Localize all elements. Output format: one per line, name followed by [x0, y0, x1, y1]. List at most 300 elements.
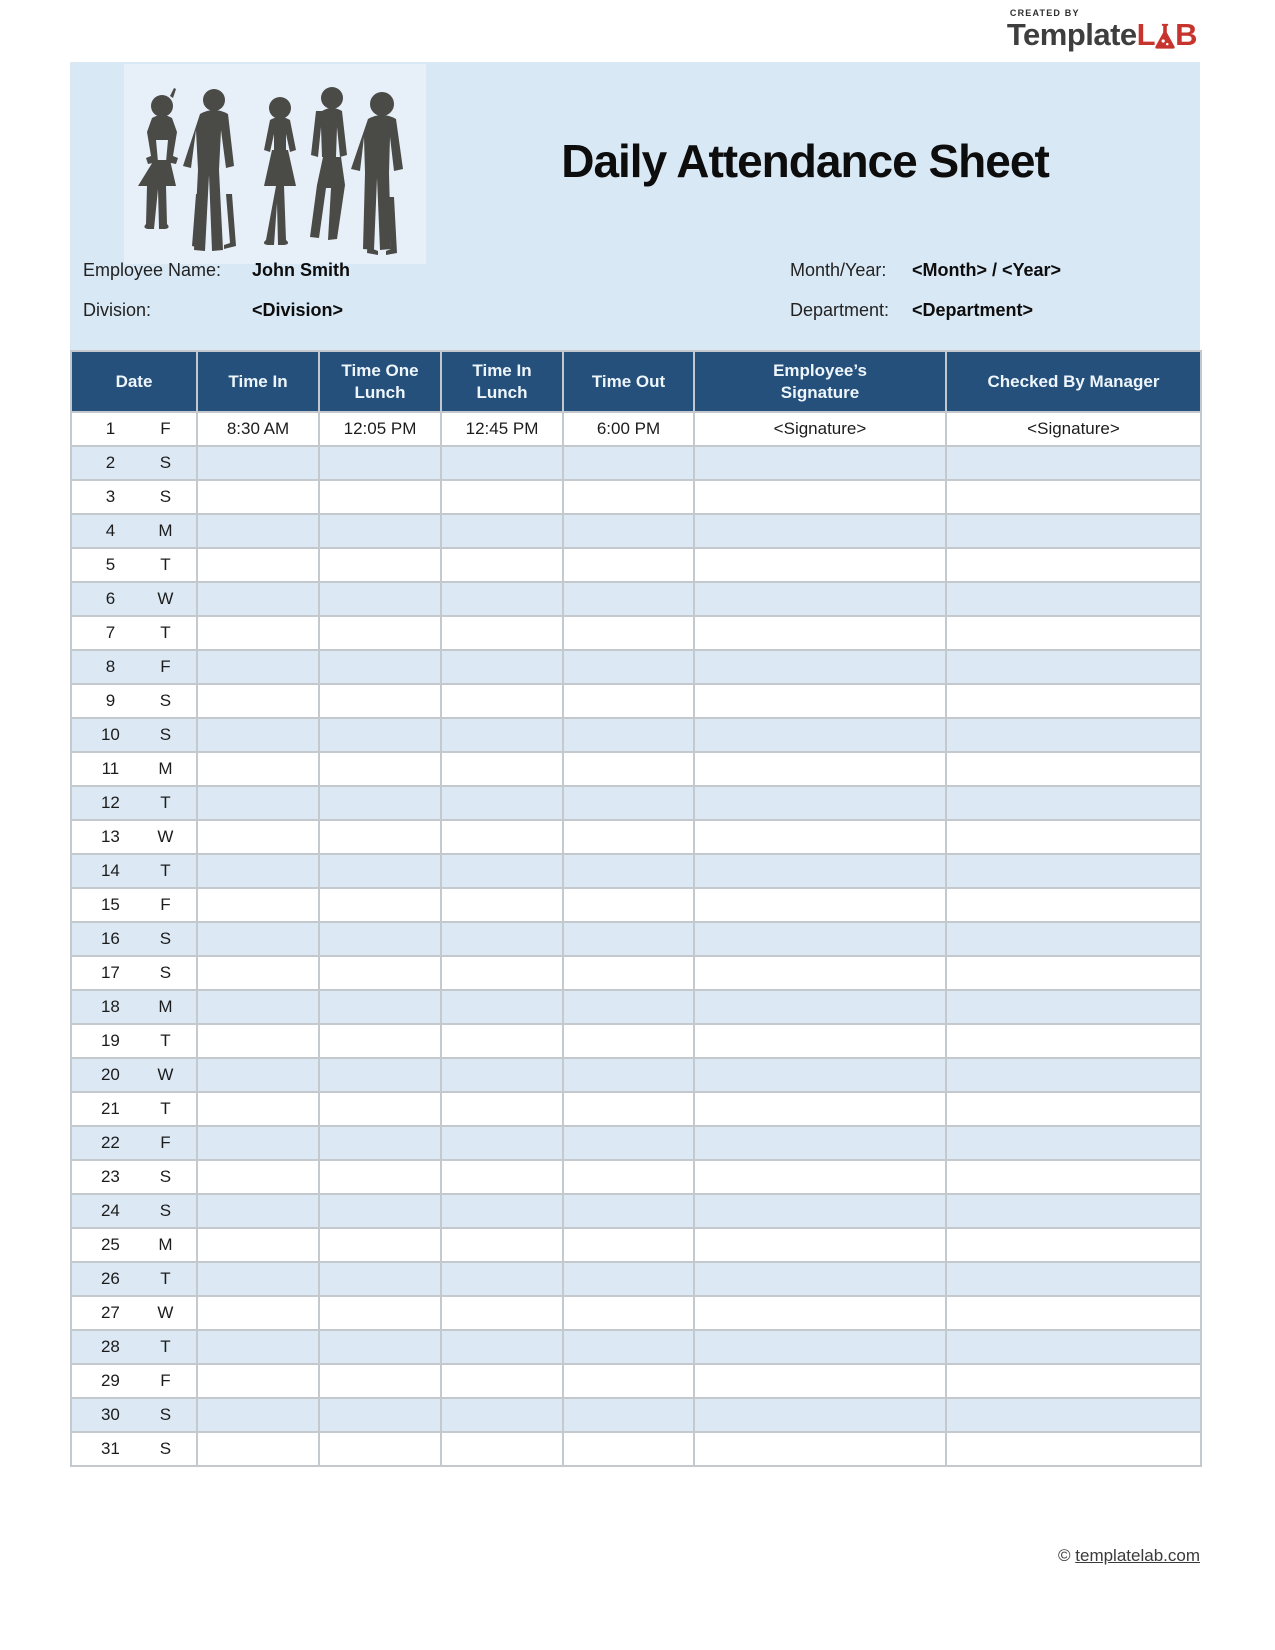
cell-manager-signature	[946, 956, 1201, 990]
cell-time-in-lunch	[441, 684, 563, 718]
cell-time-in	[197, 1398, 319, 1432]
cell-manager-signature: <Signature>	[946, 412, 1201, 446]
date-number: 13	[100, 827, 120, 846]
cell-manager-signature	[946, 1194, 1201, 1228]
cell-manager-signature	[946, 684, 1201, 718]
table-row	[71, 1398, 1201, 1432]
cell-time-out	[563, 1262, 694, 1296]
day-letter: T	[160, 793, 171, 812]
cell-time-in	[197, 650, 319, 684]
cell-manager-signature	[946, 514, 1201, 548]
cell-date	[71, 412, 197, 446]
cell-time-out	[563, 1296, 694, 1330]
month-year-label: Month/Year:	[790, 260, 887, 280]
cell-employee-signature	[694, 1398, 946, 1432]
cell-manager-signature	[946, 480, 1201, 514]
cell-manager-signature	[946, 1058, 1201, 1092]
cell-time-in	[197, 1228, 319, 1262]
cell-date	[71, 922, 197, 956]
cell-time-in-lunch	[441, 1126, 563, 1160]
cell-time-out	[563, 888, 694, 922]
cell-time-in	[197, 1194, 319, 1228]
cell-employee-signature	[694, 1330, 946, 1364]
cell-manager-signature	[946, 990, 1201, 1024]
cell-time-one-lunch	[319, 1126, 441, 1160]
cell-time-one-lunch	[319, 582, 441, 616]
cell-time-in-lunch	[441, 820, 563, 854]
cell-manager-signature	[946, 888, 1201, 922]
cell-time-in-lunch	[441, 1228, 563, 1262]
cell-time-one-lunch	[319, 1160, 441, 1194]
table-row	[71, 412, 1201, 446]
cell-time-in	[197, 888, 319, 922]
cell-time-out	[563, 650, 694, 684]
table-row	[71, 514, 1201, 548]
cell-date	[71, 1432, 197, 1466]
date-number: 18	[100, 997, 120, 1016]
cell-manager-signature	[946, 582, 1201, 616]
cell-date	[71, 854, 197, 888]
cell-date	[71, 1024, 197, 1058]
cell-time-one-lunch	[319, 1432, 441, 1466]
cell-time-in	[197, 820, 319, 854]
cell-time-out	[563, 922, 694, 956]
cell-manager-signature	[946, 1262, 1201, 1296]
date-number: 23	[100, 1167, 120, 1186]
date-number: 2	[105, 453, 116, 472]
cell-employee-signature	[694, 718, 946, 752]
cell-manager-signature	[946, 650, 1201, 684]
cell-employee-signature	[694, 922, 946, 956]
cell-time-one-lunch	[319, 1330, 441, 1364]
cell-time-out	[563, 446, 694, 480]
cell-date	[71, 786, 197, 820]
cell-time-out: 6:00 PM	[563, 412, 694, 446]
cell-time-out	[563, 956, 694, 990]
day-letter: S	[159, 1439, 172, 1458]
cell-time-out	[563, 582, 694, 616]
cell-time-out	[563, 718, 694, 752]
date-number: 6	[105, 589, 116, 608]
cell-time-in	[197, 1092, 319, 1126]
cell-date	[71, 548, 197, 582]
date-number: 7	[105, 623, 116, 642]
column-header-checked-by-manager: Checked By Manager	[946, 351, 1201, 412]
cell-time-one-lunch: 12:05 PM	[319, 412, 441, 446]
cell-time-one-lunch	[319, 752, 441, 786]
table-header-row	[71, 351, 1201, 412]
column-header-time-out: Time Out	[563, 351, 694, 412]
cell-time-in	[197, 786, 319, 820]
day-letter: W	[157, 589, 174, 608]
division-value: <Division>	[252, 300, 344, 320]
header-banner	[70, 62, 1200, 350]
templatelab-logo	[1007, 8, 1197, 50]
table-row	[71, 616, 1201, 650]
cell-time-one-lunch	[319, 888, 441, 922]
date-number: 10	[100, 725, 120, 744]
cell-date	[71, 582, 197, 616]
date-number: 1	[105, 419, 116, 438]
day-letter: M	[158, 997, 173, 1016]
table-row	[71, 1126, 1201, 1160]
cell-employee-signature	[694, 480, 946, 514]
cell-time-in-lunch	[441, 1024, 563, 1058]
cell-time-one-lunch	[319, 922, 441, 956]
date-number: 8	[105, 657, 116, 676]
cell-time-out	[563, 616, 694, 650]
cell-time-one-lunch	[319, 1024, 441, 1058]
cell-date	[71, 1126, 197, 1160]
cell-employee-signature	[694, 684, 946, 718]
cell-date	[71, 480, 197, 514]
cell-time-in-lunch	[441, 956, 563, 990]
table-row	[71, 446, 1201, 480]
cell-time-in-lunch	[441, 548, 563, 582]
date-number: 19	[100, 1031, 120, 1050]
day-letter: T	[160, 1337, 171, 1356]
cell-manager-signature	[946, 1160, 1201, 1194]
cell-employee-signature	[694, 650, 946, 684]
table-row	[71, 650, 1201, 684]
cell-time-out	[563, 1398, 694, 1432]
cell-employee-signature	[694, 1364, 946, 1398]
cell-date	[71, 650, 197, 684]
cell-time-in-lunch	[441, 446, 563, 480]
cell-manager-signature	[946, 446, 1201, 480]
cell-employee-signature	[694, 1092, 946, 1126]
page-footer	[1058, 1546, 1200, 1566]
table-row	[71, 854, 1201, 888]
cell-manager-signature	[946, 1330, 1201, 1364]
date-number: 17	[100, 963, 120, 982]
cell-time-in-lunch	[441, 582, 563, 616]
cell-employee-signature	[694, 854, 946, 888]
division-label: Division:	[83, 300, 152, 320]
date-number: 25	[100, 1235, 120, 1254]
cell-date	[71, 718, 197, 752]
cell-manager-signature	[946, 854, 1201, 888]
cell-time-one-lunch	[319, 820, 441, 854]
cell-time-out	[563, 752, 694, 786]
cell-time-out	[563, 820, 694, 854]
cell-time-out	[563, 1432, 694, 1466]
date-number: 11	[101, 759, 120, 778]
cell-time-in-lunch	[441, 786, 563, 820]
date-number: 31	[100, 1439, 120, 1458]
cell-time-out	[563, 548, 694, 582]
day-letter: M	[158, 759, 173, 778]
cell-time-one-lunch	[319, 446, 441, 480]
cell-time-one-lunch	[319, 1262, 441, 1296]
cell-time-out	[563, 684, 694, 718]
cell-employee-signature	[694, 990, 946, 1024]
cell-time-in	[197, 1058, 319, 1092]
cell-employee-signature	[694, 956, 946, 990]
day-letter: M	[158, 521, 173, 540]
cell-manager-signature	[946, 548, 1201, 582]
day-letter: F	[160, 895, 171, 914]
day-letter: F	[160, 657, 171, 676]
cell-date	[71, 1194, 197, 1228]
cell-time-in	[197, 1296, 319, 1330]
cell-manager-signature	[946, 1398, 1201, 1432]
cell-date	[71, 1092, 197, 1126]
day-letter: T	[160, 1099, 171, 1118]
table-row	[71, 1092, 1201, 1126]
cell-employee-signature	[694, 1126, 946, 1160]
cell-employee-signature	[694, 1432, 946, 1466]
cell-time-one-lunch	[319, 1398, 441, 1432]
cell-time-out	[563, 514, 694, 548]
cell-time-in-lunch	[441, 752, 563, 786]
cell-date	[71, 446, 197, 480]
cell-date	[71, 956, 197, 990]
date-number: 4	[105, 521, 116, 540]
cell-date	[71, 514, 197, 548]
cell-time-in-lunch	[441, 1296, 563, 1330]
cell-employee-signature	[694, 1160, 946, 1194]
cell-employee-signature	[694, 514, 946, 548]
cell-manager-signature	[946, 752, 1201, 786]
cell-time-in	[197, 480, 319, 514]
cell-time-in	[197, 1262, 319, 1296]
cell-time-in-lunch	[441, 514, 563, 548]
cell-time-in	[197, 956, 319, 990]
table-row	[71, 786, 1201, 820]
day-letter: W	[157, 1303, 174, 1322]
cell-employee-signature	[694, 548, 946, 582]
table-row	[71, 1432, 1201, 1466]
brand-lab-b: B	[1175, 17, 1197, 52]
cell-time-in	[197, 446, 319, 480]
cell-employee-signature	[694, 1024, 946, 1058]
cell-time-in-lunch	[441, 616, 563, 650]
page-title: Daily Attendance Sheet	[561, 135, 1049, 187]
cell-time-in-lunch	[441, 1058, 563, 1092]
day-letter: S	[159, 1405, 172, 1424]
table-row	[71, 1160, 1201, 1194]
cell-time-in	[197, 1330, 319, 1364]
date-number: 22	[100, 1133, 120, 1152]
date-number: 20	[100, 1065, 120, 1084]
cell-date	[71, 1364, 197, 1398]
cell-time-in	[197, 922, 319, 956]
cell-employee-signature	[694, 582, 946, 616]
cell-time-one-lunch	[319, 480, 441, 514]
cell-employee-signature	[694, 888, 946, 922]
cell-date	[71, 1262, 197, 1296]
table-row	[71, 480, 1201, 514]
cell-time-out	[563, 1160, 694, 1194]
cell-time-in	[197, 1364, 319, 1398]
cell-date	[71, 1228, 197, 1262]
date-number: 16	[100, 929, 120, 948]
cell-time-out	[563, 786, 694, 820]
department-label: Department:	[790, 300, 890, 320]
cell-date	[71, 684, 197, 718]
cell-time-in	[197, 718, 319, 752]
cell-employee-signature	[694, 1228, 946, 1262]
day-letter: T	[160, 1031, 171, 1050]
cell-time-out	[563, 1330, 694, 1364]
attendance-table	[70, 350, 1202, 1467]
table-row	[71, 718, 1201, 752]
date-number: 3	[105, 487, 116, 506]
people-silhouettes-image	[124, 64, 426, 264]
cell-time-out	[563, 1194, 694, 1228]
cell-time-in	[197, 752, 319, 786]
date-number: 27	[100, 1303, 120, 1322]
table-row	[71, 1228, 1201, 1262]
brand-template-text: Template	[1006, 17, 1137, 52]
cell-employee-signature	[694, 1194, 946, 1228]
cell-date	[71, 888, 197, 922]
table-row	[71, 1194, 1201, 1228]
cell-time-one-lunch	[319, 548, 441, 582]
day-letter: S	[159, 929, 172, 948]
cell-time-in	[197, 514, 319, 548]
table-row	[71, 990, 1201, 1024]
cell-date	[71, 616, 197, 650]
cell-employee-signature	[694, 786, 946, 820]
cell-time-out	[563, 990, 694, 1024]
cell-time-in	[197, 1024, 319, 1058]
date-number: 14	[100, 861, 120, 880]
cell-manager-signature	[946, 820, 1201, 854]
cell-manager-signature	[946, 1432, 1201, 1466]
cell-date	[71, 752, 197, 786]
cell-time-one-lunch	[319, 616, 441, 650]
cell-time-in-lunch	[441, 480, 563, 514]
cell-time-out	[563, 480, 694, 514]
cell-time-one-lunch	[319, 1058, 441, 1092]
column-header-time-in-lunch: Time In Lunch	[441, 351, 563, 412]
column-header-date: Date	[71, 351, 197, 412]
employee-name-value: John Smith	[252, 260, 350, 280]
cell-manager-signature	[946, 1296, 1201, 1330]
column-header-time-in: Time In	[197, 351, 319, 412]
cell-time-in	[197, 616, 319, 650]
brand-wordmark	[1007, 19, 1197, 50]
day-letter: T	[160, 861, 171, 880]
date-number: 9	[105, 691, 116, 710]
cell-manager-signature	[946, 718, 1201, 752]
business-people-icon	[130, 74, 420, 264]
cell-time-in-lunch	[441, 1364, 563, 1398]
cell-time-in-lunch: 12:45 PM	[441, 412, 563, 446]
cell-time-in	[197, 1160, 319, 1194]
cell-manager-signature	[946, 616, 1201, 650]
templatelab-link[interactable]: templatelab.com	[1075, 1546, 1200, 1565]
date-number: 29	[100, 1371, 120, 1390]
cell-employee-signature	[694, 1296, 946, 1330]
cell-time-in-lunch	[441, 1330, 563, 1364]
table-row	[71, 1058, 1201, 1092]
cell-time-one-lunch	[319, 650, 441, 684]
cell-date	[71, 1160, 197, 1194]
cell-manager-signature	[946, 922, 1201, 956]
day-letter: F	[160, 1371, 171, 1390]
cell-time-in-lunch	[441, 888, 563, 922]
cell-time-in	[197, 1126, 319, 1160]
day-letter: T	[160, 623, 171, 642]
cell-time-in-lunch	[441, 1432, 563, 1466]
day-letter: S	[159, 691, 172, 710]
cell-time-one-lunch	[319, 786, 441, 820]
table-row	[71, 1364, 1201, 1398]
day-letter: T	[160, 1269, 171, 1288]
cell-time-one-lunch	[319, 1092, 441, 1126]
date-number: 28	[100, 1337, 120, 1356]
cell-time-one-lunch	[319, 1194, 441, 1228]
table-row	[71, 922, 1201, 956]
cell-time-in	[197, 990, 319, 1024]
cell-time-in	[197, 854, 319, 888]
cell-manager-signature	[946, 1126, 1201, 1160]
day-letter: F	[160, 419, 171, 438]
cell-time-out	[563, 1126, 694, 1160]
cell-time-in-lunch	[441, 854, 563, 888]
date-number: 12	[100, 793, 120, 812]
cell-time-one-lunch	[319, 1364, 441, 1398]
cell-time-one-lunch	[319, 514, 441, 548]
cell-time-in-lunch	[441, 922, 563, 956]
table-row	[71, 820, 1201, 854]
table-row	[71, 752, 1201, 786]
cell-time-in	[197, 582, 319, 616]
day-letter: W	[157, 1065, 174, 1084]
cell-manager-signature	[946, 1364, 1201, 1398]
cell-time-in: 8:30 AM	[197, 412, 319, 446]
day-letter: S	[159, 453, 172, 472]
date-number: 5	[105, 555, 116, 574]
day-letter: T	[160, 555, 171, 574]
table-row	[71, 1262, 1201, 1296]
cell-date	[71, 990, 197, 1024]
date-number: 26	[100, 1269, 120, 1288]
table-row	[71, 1330, 1201, 1364]
cell-time-in-lunch	[441, 990, 563, 1024]
cell-date	[71, 1330, 197, 1364]
cell-date	[71, 1398, 197, 1432]
day-letter: S	[159, 725, 172, 744]
cell-employee-signature	[694, 820, 946, 854]
cell-time-in-lunch	[441, 1262, 563, 1296]
day-letter: S	[159, 1167, 172, 1186]
cell-time-one-lunch	[319, 956, 441, 990]
cell-time-one-lunch	[319, 990, 441, 1024]
department-value: <Department>	[912, 300, 1034, 320]
cell-time-in-lunch	[441, 650, 563, 684]
date-number: 30	[100, 1405, 120, 1424]
cell-time-out	[563, 1092, 694, 1126]
day-letter: S	[159, 1201, 172, 1220]
cell-time-out	[563, 854, 694, 888]
cell-time-one-lunch	[319, 684, 441, 718]
day-letter: S	[159, 487, 172, 506]
cell-time-one-lunch	[319, 1296, 441, 1330]
table-row	[71, 582, 1201, 616]
table-row	[71, 548, 1201, 582]
cell-manager-signature	[946, 1092, 1201, 1126]
attendance-table-body	[71, 412, 1201, 1466]
cell-date	[71, 1058, 197, 1092]
day-letter: M	[158, 1235, 173, 1254]
table-row	[71, 1024, 1201, 1058]
cell-time-out	[563, 1024, 694, 1058]
day-letter: F	[160, 1133, 171, 1152]
